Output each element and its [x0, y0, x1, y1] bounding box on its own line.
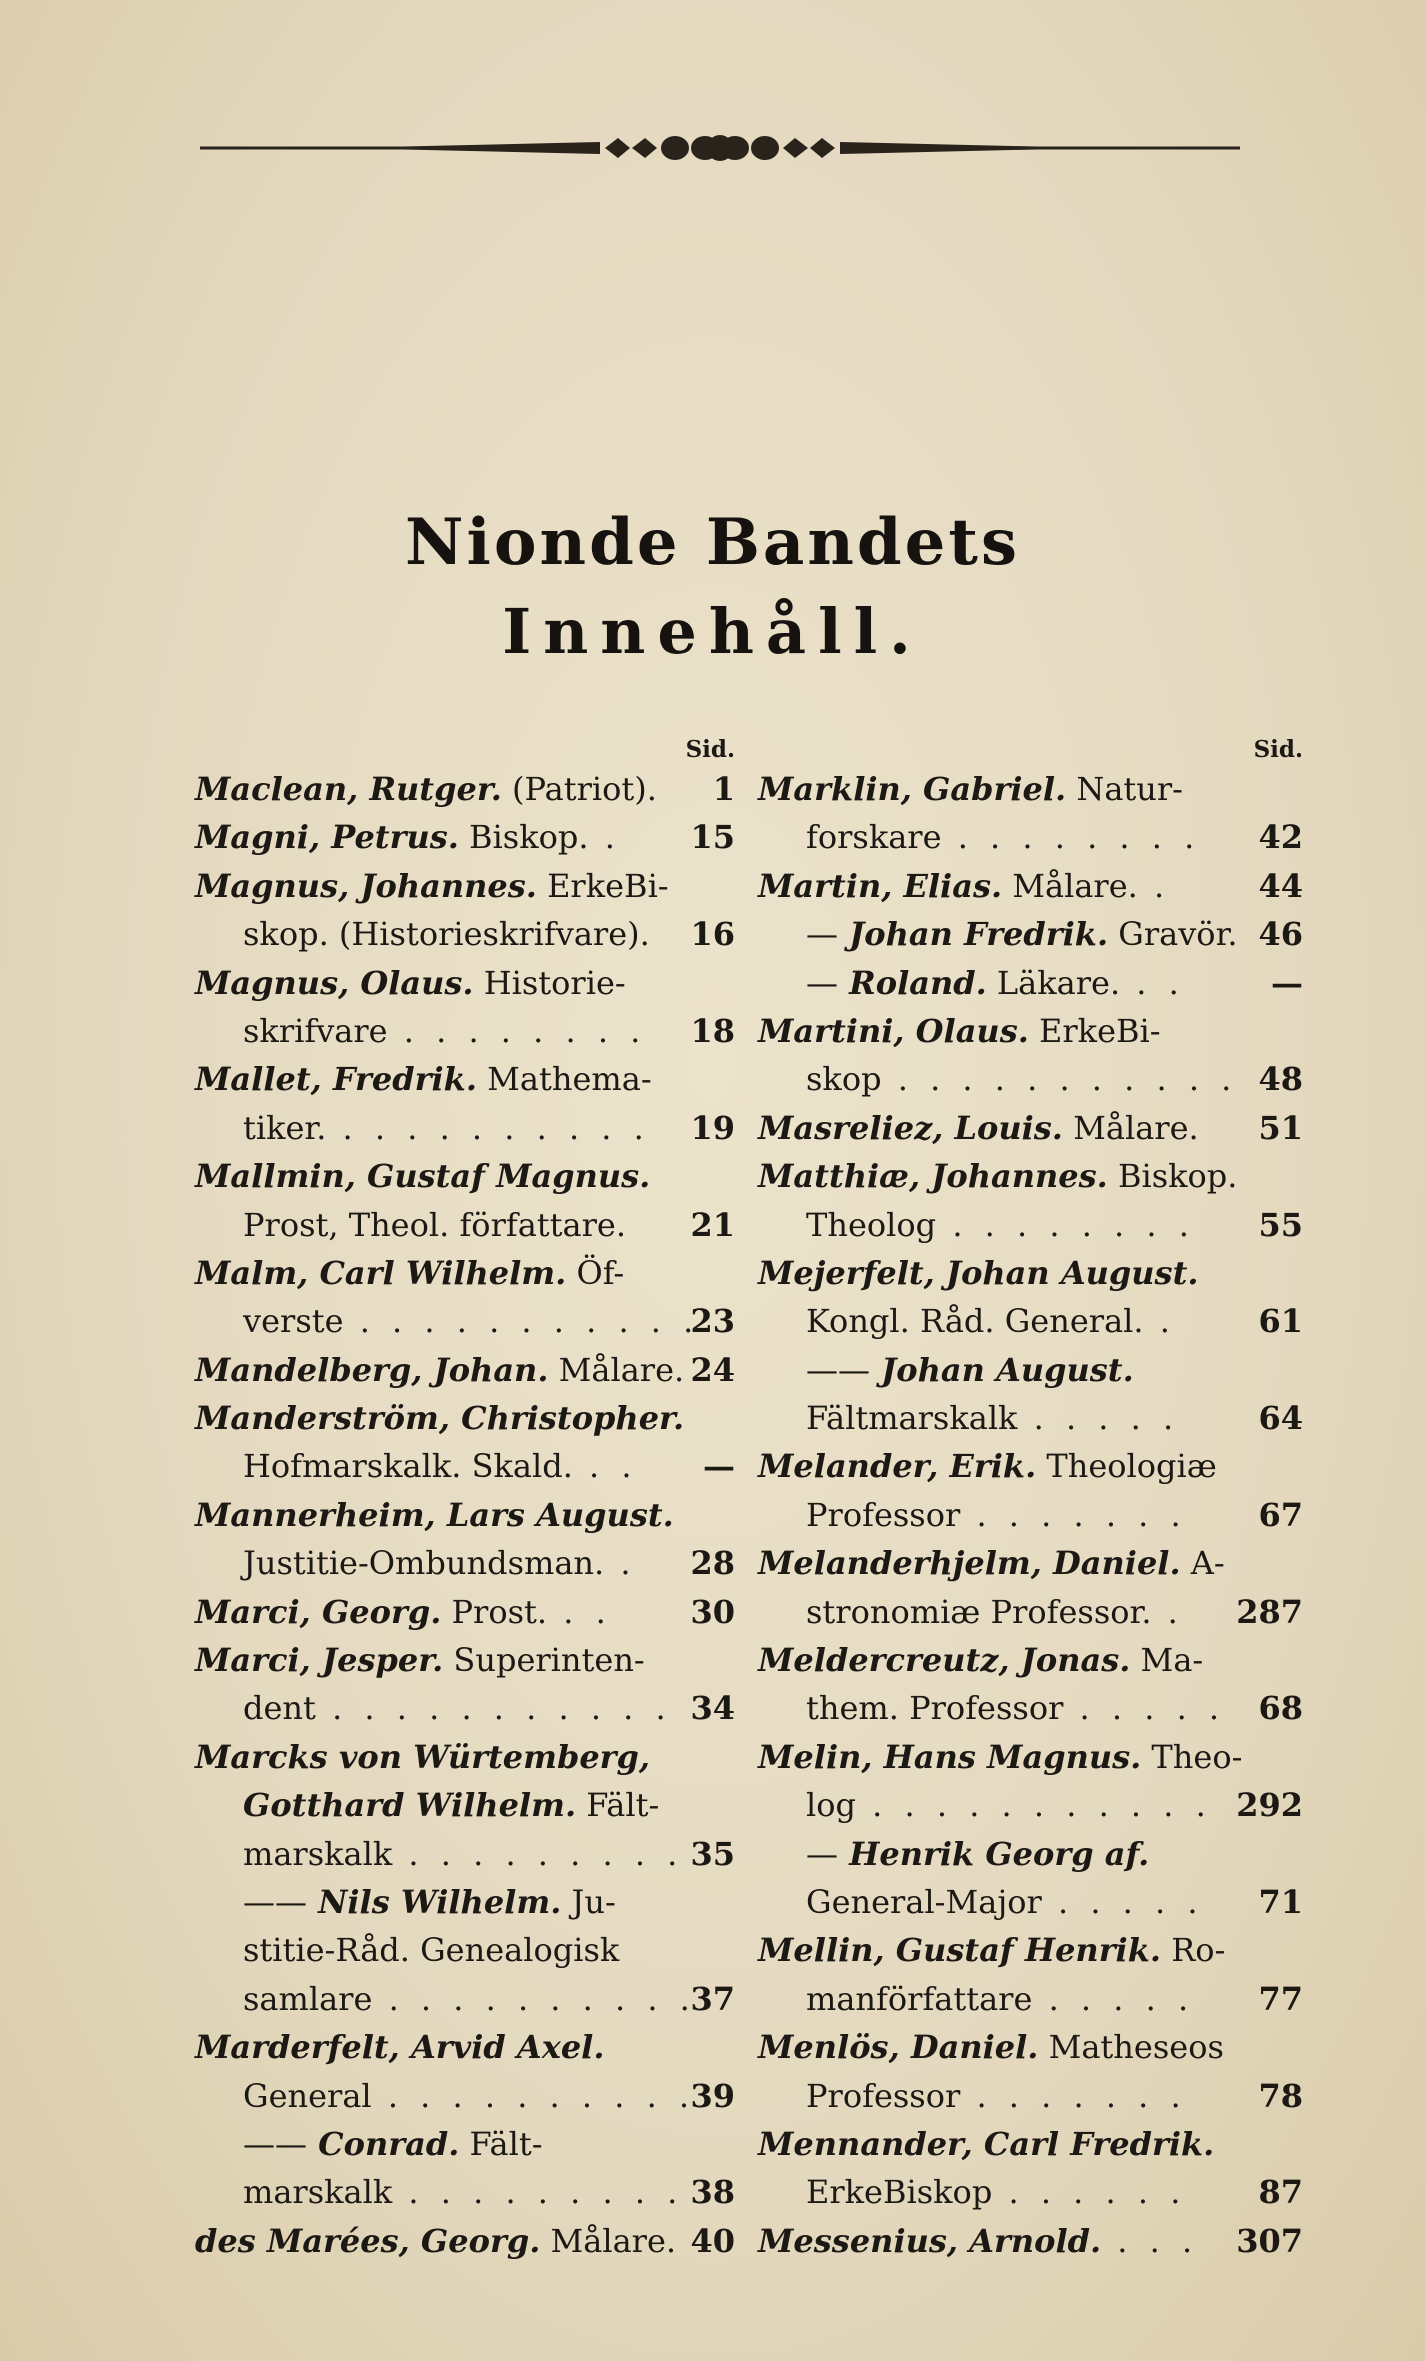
entry-leader: . — [1137, 866, 1171, 905]
entry-text: skrifvare — [243, 1011, 388, 1050]
entry-leader: . . . . . — [1017, 1399, 1180, 1438]
entry-text: stronomiæ Professor. — [806, 1592, 1152, 1631]
decorative-rule-ornament — [200, 130, 1240, 166]
index-entry-line — [195, 2120, 735, 2168]
entry-name: Melin, Hans Magnus. — [758, 1737, 1142, 1776]
entry-name: Mallmin, Gustaf Magnus. — [195, 1157, 651, 1196]
page-number: 51 — [1258, 1108, 1303, 1147]
index-entry-line — [195, 1878, 735, 1926]
entry-text: Gravör. — [1108, 915, 1238, 954]
index-entry-line — [195, 1491, 735, 1539]
entry-text: skop — [806, 1060, 882, 1099]
entry-text: Ju- — [561, 1882, 616, 1921]
page-number: 21 — [690, 1205, 735, 1244]
entry-text: A- — [1180, 1544, 1225, 1583]
entry-name: Magnus, Johannes. — [195, 866, 537, 905]
index-entry-line — [195, 1926, 735, 1974]
entry-name: Masreliez, Louis. — [758, 1108, 1063, 1147]
page-number: 40 — [690, 2221, 735, 2260]
entry-text: ErkeBiskop — [806, 2173, 993, 2212]
index-entry-line — [758, 1878, 1303, 1926]
index-entry-line — [758, 1684, 1303, 1732]
index-entry-line — [195, 1346, 735, 1394]
page-number: 87 — [1258, 2173, 1303, 2212]
entry-name: Mandelberg, Johan. — [195, 1350, 549, 1389]
index-entry-line — [195, 1442, 735, 1490]
page-number: 287 — [1236, 1592, 1303, 1631]
entry-name: Meldercreutz, Jonas. — [758, 1641, 1131, 1680]
page-number: 68 — [1258, 1689, 1303, 1728]
page-number: 37 — [690, 1979, 735, 2018]
index-entry-line — [195, 1830, 735, 1878]
entry-text: ErkeBi- — [536, 866, 669, 905]
entry-name: Martini, Olaus. — [758, 1011, 1029, 1050]
entry-name: Marci, Jesper. — [195, 1641, 444, 1680]
entry-name: Magni, Petrus. — [195, 818, 459, 857]
entry-text: Prost. — [441, 1592, 548, 1631]
entry-leader: . . . . . . . . . — [392, 1834, 684, 1873]
entry-text: General — [243, 2076, 372, 2115]
entry-dash: — — [806, 915, 838, 954]
page-number: 34 — [690, 1689, 735, 1728]
entry-text: Natur- — [1066, 770, 1183, 808]
entry-name: Melander, Erik. — [758, 1447, 1037, 1486]
index-entry-line — [758, 1346, 1303, 1394]
entry-text: Professor — [806, 2076, 961, 2115]
entry-name: Marderfelt, Arvid Axel. — [195, 2028, 605, 2067]
page-number: 48 — [1258, 1060, 1303, 1099]
entry-text: samlare — [243, 1979, 373, 2018]
entry-text: Matheseos — [1038, 2028, 1224, 2067]
entry-text: Ma- — [1130, 1641, 1204, 1680]
entry-leader: . — [588, 818, 621, 857]
entry-leader: . . . . . — [1041, 1882, 1204, 1921]
entry-leader: . . . . . . . . . . — [372, 1979, 696, 2018]
index-column-left — [195, 735, 735, 2265]
entry-name: Mallet, Fredrik. — [195, 1060, 477, 1099]
index-entry-line — [195, 1297, 735, 1345]
page-number: 28 — [690, 1544, 735, 1583]
entry-name: Marci, Georg. — [195, 1592, 442, 1631]
entry-leader: . . . . . — [1063, 1689, 1226, 1728]
entry-leader: . . — [547, 1592, 612, 1631]
entry-leader: . . . . . . . . — [936, 1205, 1195, 1244]
index-entry-line — [758, 2023, 1303, 2071]
entry-name: Menlös, Daniel. — [758, 2028, 1039, 2067]
page-number: 44 — [1258, 866, 1303, 905]
entry-text: Ro- — [1161, 1931, 1226, 1970]
entry-name: Marcks von Würtemberg, — [195, 1737, 651, 1776]
index-entry-line — [758, 1055, 1303, 1103]
entry-name: Mejerfelt, Johan August. — [758, 1253, 1199, 1292]
index-entry-line — [195, 1684, 735, 1732]
entry-text: Justitie-Ombundsman. — [243, 1544, 605, 1583]
index-entry-line — [195, 1588, 735, 1636]
page-number: 42 — [1258, 818, 1303, 857]
entry-leader: . . . . . . . . — [941, 818, 1201, 857]
entry-leader: . . — [572, 1447, 638, 1486]
entry-name: des Marées, Georg. — [195, 2221, 541, 2260]
entry-leader: . . . . . — [1032, 1979, 1195, 2018]
entry-text: skop. (Historieskrifvare). — [243, 915, 650, 954]
index-entry-line — [195, 910, 735, 958]
page-number: 292 — [1236, 1786, 1303, 1825]
entry-text: Professor — [806, 1495, 961, 1534]
entry-name: Conrad. — [307, 2124, 460, 2163]
entry-text: Biskop. — [1107, 1157, 1238, 1196]
entry-leader: . . . . . . . . — [387, 1011, 647, 1050]
entry-name: Melanderhjelm, Daniel. — [758, 1544, 1181, 1583]
page-number: 35 — [690, 1834, 735, 1873]
index-entry-line — [195, 2217, 735, 2265]
page-column-label: Sid. — [1253, 736, 1303, 763]
entry-name: Mennander, Carl Fredrik. — [758, 2124, 1215, 2163]
entry-leader: . . . . . . . . . — [392, 2173, 684, 2212]
index-entry-line — [758, 1830, 1303, 1878]
page-number: 23 — [690, 1302, 735, 1341]
entry-text: Superinten- — [443, 1641, 645, 1680]
entry-text: Mathema- — [476, 1060, 652, 1099]
index-entry-line — [195, 1733, 735, 1781]
entry-leader: . . . . . . . . . . — [371, 2076, 696, 2115]
index-entry-line — [758, 2168, 1303, 2216]
entry-name: Manderström, Christopher. — [195, 1399, 685, 1438]
page-number: 24 — [690, 1350, 735, 1389]
entry-leader: . . . . . . — [992, 2173, 1187, 2212]
entry-dash: — — [806, 1834, 838, 1873]
page-number: — — [1271, 963, 1303, 1002]
entry-name: Henrik Georg af. — [838, 1834, 1150, 1873]
entry-text: them. Professor — [806, 1689, 1064, 1728]
page-number: 78 — [1258, 2076, 1303, 2115]
entry-name: Mannerheim, Lars August. — [195, 1495, 674, 1534]
entry-text: verste — [243, 1302, 344, 1341]
page-column-label: Sid. — [685, 736, 735, 763]
entry-leader: . . . . . . . . . . . — [343, 1302, 700, 1341]
page-number: 55 — [1258, 1205, 1303, 1244]
entry-text: Målare. — [1062, 1108, 1199, 1147]
index-entry-line — [758, 1781, 1303, 1829]
page-number: 46 — [1258, 915, 1303, 954]
entry-leader: . . . . . . . — [960, 2076, 1187, 2115]
entry-name: Nils Wilhelm. — [307, 1882, 562, 1921]
entry-text: Målare. — [540, 2221, 677, 2260]
entry-text: Målare. — [548, 1350, 685, 1389]
entry-dash: —— — [243, 1882, 307, 1921]
entry-text: ErkeBi- — [1028, 1011, 1161, 1050]
entry-name: Matthiæ, Johannes. — [758, 1157, 1108, 1196]
entry-name: Gotthard Wilhelm. — [243, 1786, 577, 1825]
index-entry-line — [195, 1394, 735, 1442]
page-number: 18 — [690, 1011, 735, 1050]
index-entry-line — [758, 1297, 1303, 1345]
entry-text: manförfattare — [806, 1979, 1033, 2018]
entry-text: stitie-Råd. Genealogisk — [243, 1931, 620, 1970]
index-entry-line — [758, 2120, 1303, 2168]
page-number: 16 — [690, 915, 735, 954]
index-entry-line — [758, 1733, 1303, 1781]
entry-leader: . . . . . . . — [960, 1495, 1187, 1534]
entry-name: Magnus, Olaus. — [195, 963, 474, 1002]
entry-text: Öf- — [566, 1253, 625, 1292]
entry-name: Malm, Carl Wilhelm. — [195, 1253, 567, 1292]
page-number: 71 — [1258, 1882, 1303, 1921]
index-entry-line — [195, 862, 735, 910]
index-entry-line — [758, 765, 1303, 813]
index-entry-line — [758, 1394, 1303, 1442]
volume-title: Nionde Bandets — [405, 505, 1020, 580]
entry-name: Martin, Elias. — [758, 866, 1003, 905]
index-entry-line — [758, 1636, 1303, 1684]
entry-text: forskare — [806, 818, 942, 857]
entry-dash: —— — [243, 2124, 307, 2163]
entry-name: Messenius, Arnold. — [758, 2221, 1102, 2260]
entry-text: Prost, Theol. författare. — [243, 1205, 626, 1244]
index-entry-line — [758, 2072, 1303, 2120]
index-entry-line — [195, 813, 735, 861]
entry-dash: — — [806, 963, 838, 1002]
entry-list-left — [195, 765, 735, 2265]
entry-text: marskalk — [243, 2173, 393, 2212]
index-entry-line — [758, 1152, 1303, 1200]
entry-text: Historie- — [473, 963, 626, 1002]
index-entry-line — [195, 1201, 735, 1249]
index-entry-line — [195, 1781, 735, 1829]
index-entry-line — [195, 959, 735, 1007]
index-entry-line — [758, 1201, 1303, 1249]
page-number: 61 — [1258, 1302, 1303, 1341]
entry-name: Johan Fredrik. — [838, 915, 1109, 954]
index-entry-line — [758, 1007, 1303, 1055]
index-column-right — [758, 735, 1303, 2265]
entry-text: log — [806, 1786, 856, 1825]
index-entry-line — [758, 1249, 1303, 1297]
page-number: 1 — [712, 770, 735, 808]
index-entry-line — [758, 910, 1303, 958]
entry-text: Målare. — [1002, 866, 1138, 905]
index-entry-line — [195, 1249, 735, 1297]
entry-leader: . . . . . . . . . . . — [881, 1060, 1238, 1099]
entry-text: marskalk — [243, 1834, 393, 1873]
index-entry-line — [758, 1588, 1303, 1636]
index-entry-line — [195, 1055, 735, 1103]
index-entry-line — [195, 1152, 735, 1200]
entry-leader: . . . . . . . . . . . — [315, 1689, 672, 1728]
index-entry-line — [758, 1975, 1303, 2023]
entry-leader: . . . — [1101, 2221, 1199, 2260]
entry-name: Marklin, Gabriel. — [758, 770, 1067, 808]
page-number: 19 — [690, 1108, 735, 1147]
entry-text: Biskop. — [458, 818, 589, 857]
page-number: 77 — [1258, 1979, 1303, 2018]
page-number: 64 — [1258, 1399, 1303, 1438]
entry-leader: . . — [1120, 963, 1185, 1002]
index-entry-line — [195, 2168, 735, 2216]
entry-leader: . — [1151, 1592, 1184, 1631]
entry-name: Roland. — [838, 963, 987, 1002]
entry-text: Fältmarskalk — [806, 1399, 1018, 1438]
index-entry-line — [758, 1442, 1303, 1490]
index-entry-line — [758, 959, 1303, 1007]
entry-text: Theolog — [806, 1205, 937, 1244]
index-entry-line — [195, 765, 735, 813]
contents-title: Innehåll. — [502, 595, 923, 668]
entry-text: Fält- — [576, 1786, 660, 1825]
index-entry-line — [195, 1539, 735, 1587]
index-entry-line — [758, 1491, 1303, 1539]
index-entry-line — [195, 1636, 735, 1684]
page-number: — — [703, 1447, 735, 1486]
index-entry-line — [195, 1975, 735, 2023]
index-entry-line — [195, 1007, 735, 1055]
index-entry-line — [195, 1104, 735, 1152]
entry-list-right — [758, 765, 1303, 2265]
entry-text: (Patriot). — [501, 770, 657, 808]
entry-text: Läkare. — [986, 963, 1121, 1002]
page-number: 67 — [1258, 1495, 1303, 1534]
index-entry-line — [758, 813, 1303, 861]
index-entry-line — [758, 2217, 1303, 2265]
page-number: 15 — [690, 818, 735, 857]
index-entry-line — [758, 1926, 1303, 1974]
index-entry-line — [758, 862, 1303, 910]
entry-leader: . . . . . . . . . . . — [855, 1786, 1212, 1825]
entry-name: Johan August. — [870, 1350, 1134, 1389]
entry-leader: . . . . . . . . . . — [326, 1108, 650, 1147]
page-number: 307 — [1236, 2221, 1303, 2260]
entry-text: Kongl. Råd. General. — [806, 1302, 1144, 1341]
entry-leader: . — [604, 1544, 637, 1583]
entry-text: Hofmarskalk. Skald. — [243, 1447, 573, 1486]
entry-text: dent — [243, 1689, 316, 1728]
entry-text: Fält- — [459, 2124, 543, 2163]
entry-text: General-Major — [806, 1882, 1042, 1921]
index-entry-line — [758, 1539, 1303, 1587]
index-entry-line — [195, 2023, 735, 2071]
page-number: 39 — [690, 2076, 735, 2115]
entry-text: Theo- — [1141, 1737, 1243, 1776]
page-number: 38 — [690, 2173, 735, 2212]
index-entry-line — [758, 1104, 1303, 1152]
entry-name: Mellin, Gustaf Henrik. — [758, 1931, 1162, 1970]
entry-leader: . — [1143, 1302, 1176, 1341]
entry-name: Maclean, Rutger. — [195, 770, 502, 808]
page-number: 30 — [690, 1592, 735, 1631]
entry-text: tiker. — [243, 1108, 327, 1147]
index-entry-line — [195, 2072, 735, 2120]
entry-text: Theologiæ — [1036, 1447, 1217, 1486]
entry-dash: —— — [806, 1350, 870, 1389]
